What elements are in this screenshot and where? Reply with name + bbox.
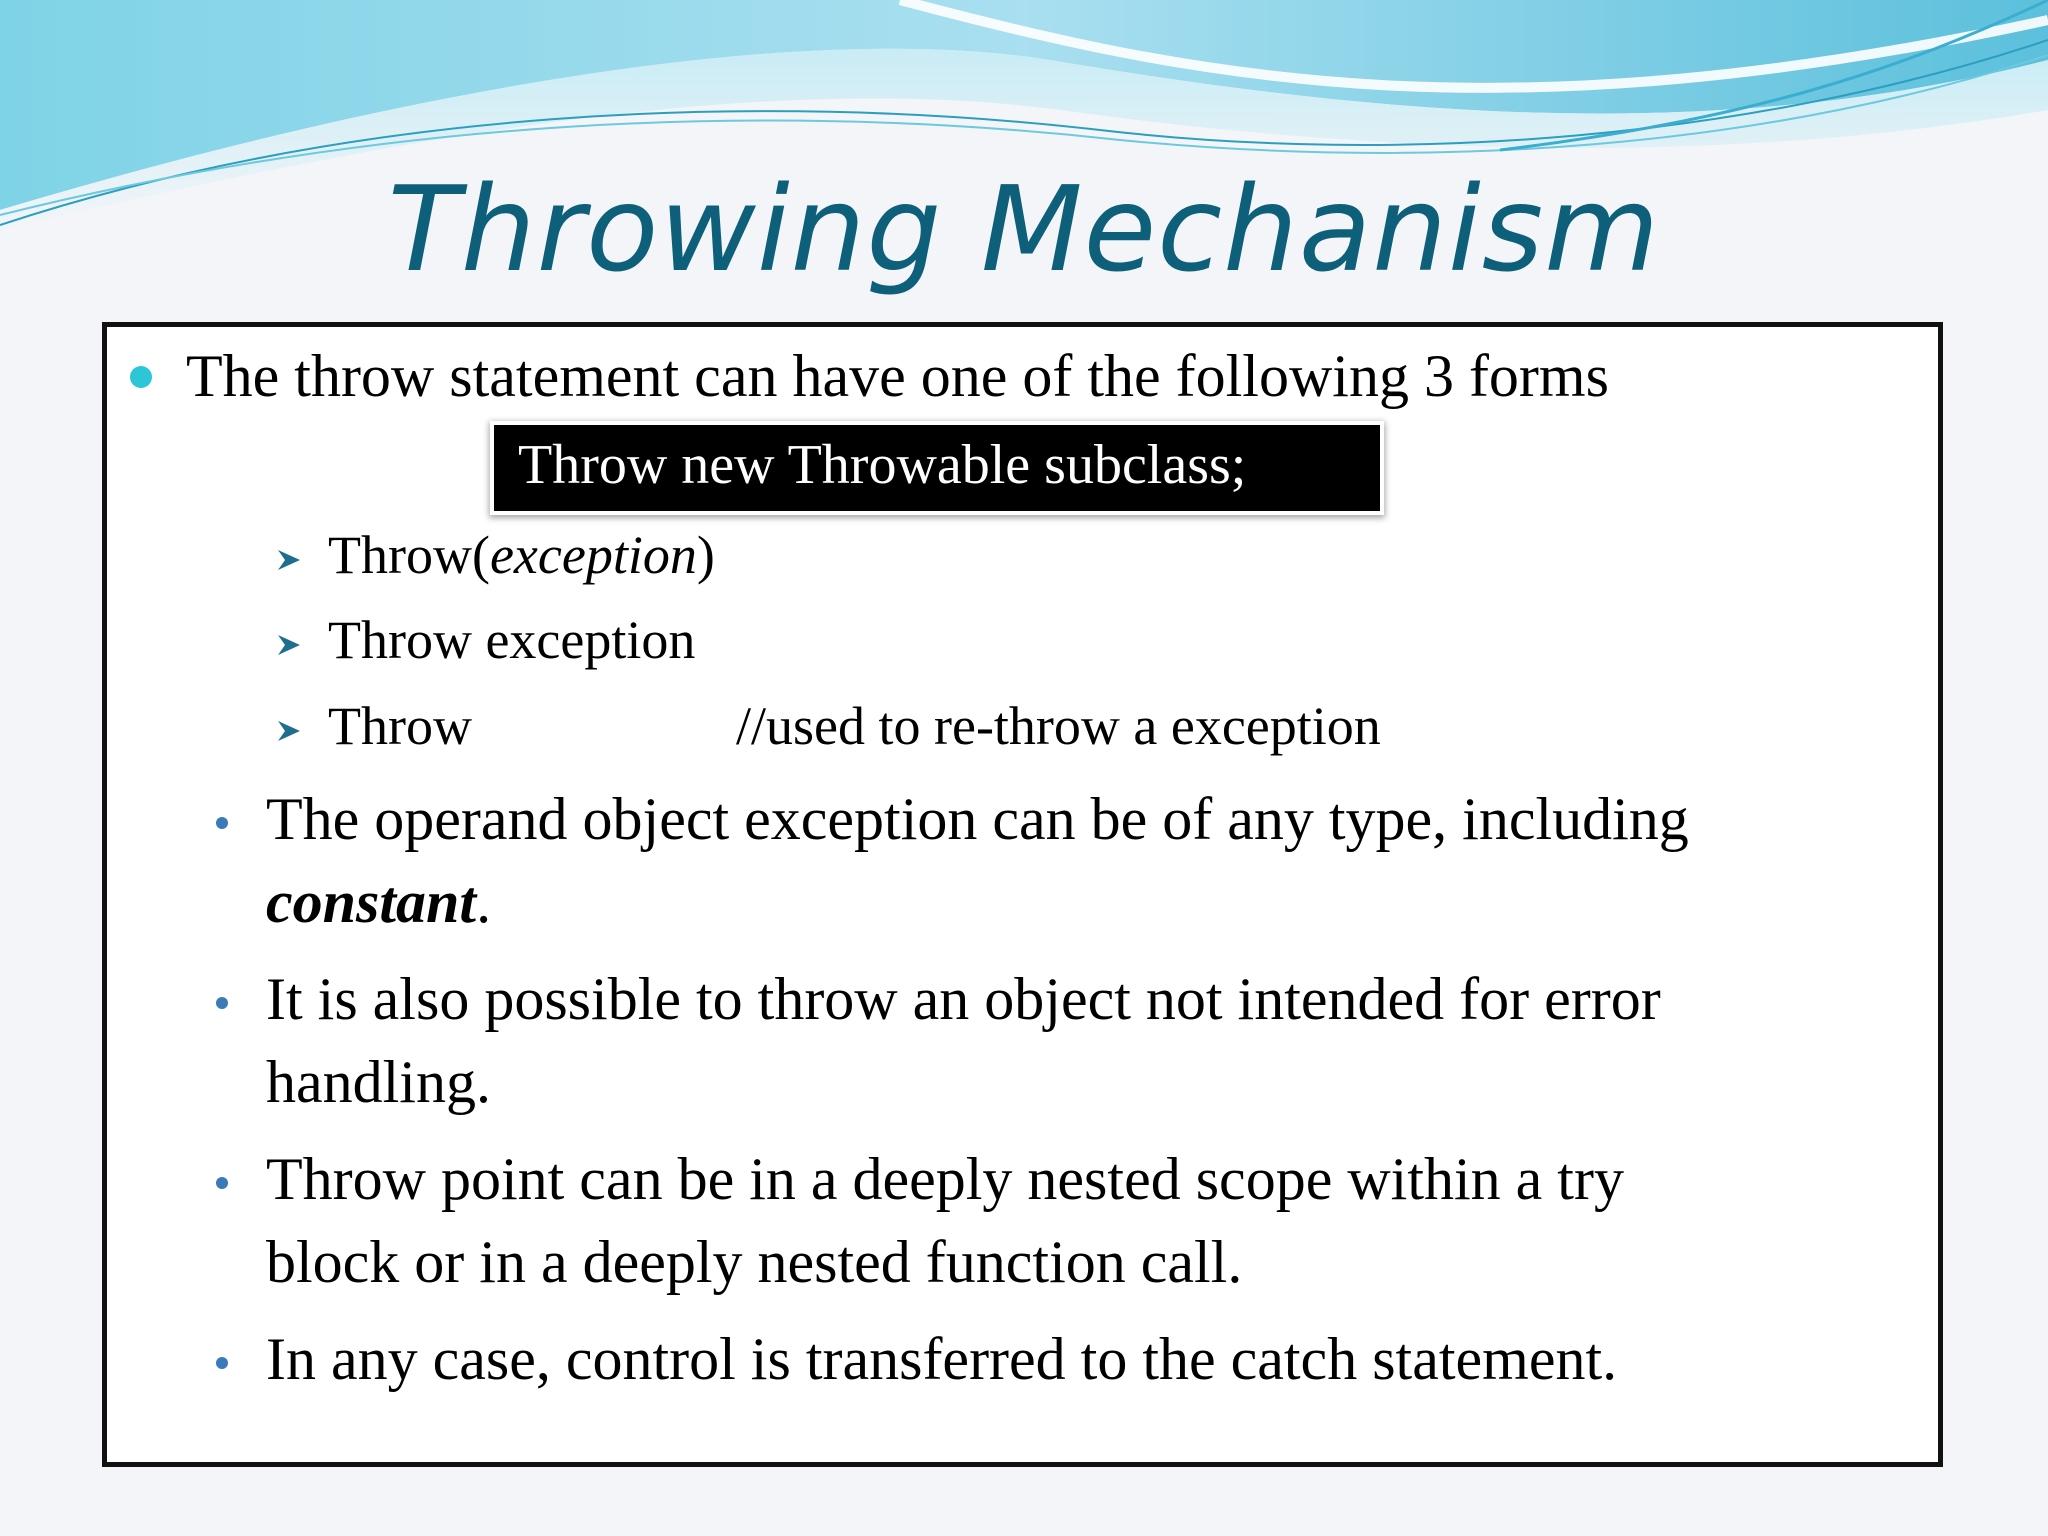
point-line: handling. xyxy=(266,1049,491,1115)
point-bullet-icon xyxy=(216,997,228,1009)
point-punct: . xyxy=(476,869,492,935)
point-line: block or in a deeply nested function call. xyxy=(266,1229,1243,1295)
point-bullet-icon xyxy=(216,817,228,829)
form-prefix: Throw( xyxy=(328,525,490,585)
point-line: The operand object exception can be of any type, including xyxy=(266,786,1689,852)
code-callout-text: Throw new Throwable subclass; xyxy=(518,434,1247,496)
point-bullet-icon xyxy=(216,1177,228,1189)
point-line: In any case, control is transferred to the catch statement. xyxy=(266,1326,1618,1392)
form-comment: //used to re-throw a exception xyxy=(736,696,1381,756)
intro-text: The throw statement can have one of the following 3 forms xyxy=(186,343,1609,409)
form-suffix: ) xyxy=(696,525,715,585)
form-item xyxy=(328,524,715,586)
arrow-bullet-icon xyxy=(274,716,304,746)
arrow-bullet-icon xyxy=(274,630,304,660)
arrow-bullet-icon xyxy=(274,545,304,575)
slide-title: Throwing Mechanism xyxy=(387,160,1661,298)
point-line: It is also possible to throw an object not intended for error xyxy=(266,966,1661,1032)
point-line xyxy=(266,868,491,937)
form-italic: exception xyxy=(489,525,697,585)
form-item: Throw exception xyxy=(328,610,696,670)
form-item: Throw xyxy=(328,696,472,756)
point-bullet-icon xyxy=(216,1357,228,1369)
code-callout xyxy=(494,425,1380,511)
primary-bullet-icon xyxy=(130,366,152,388)
point-line: Throw point can be in a deeply nested scope within a try xyxy=(266,1146,1624,1212)
point-emphasis: constant xyxy=(266,869,477,935)
